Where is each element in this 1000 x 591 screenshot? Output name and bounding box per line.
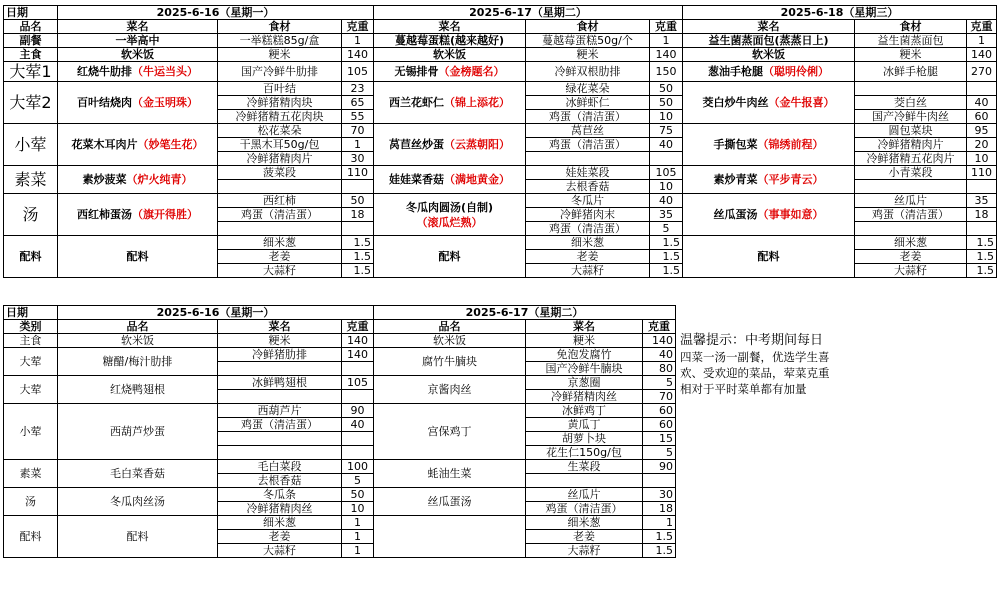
weight	[650, 152, 683, 166]
header-weight: 克重	[342, 320, 374, 334]
dish-name: 无锡排骨	[394, 65, 439, 78]
ingredient: 老姜	[526, 530, 643, 544]
dish-name: 素炒菠菜	[82, 173, 127, 186]
header-caiming: 菜名	[526, 320, 643, 334]
ingredient: 胡萝卜块	[526, 432, 643, 446]
weight	[342, 446, 374, 460]
weight: 110	[967, 166, 997, 180]
weight: 18	[643, 502, 676, 516]
dish-cell	[58, 62, 218, 82]
weight	[967, 82, 997, 96]
dish: 毛白菜香菇	[58, 460, 218, 488]
ingredient: 百叶结	[218, 82, 342, 96]
dish: 糖醋/梅汁肋排	[58, 348, 218, 376]
weight: 30	[643, 488, 676, 502]
dish: 软米饭	[374, 48, 526, 62]
ingredient: 小青菜段	[855, 166, 967, 180]
weight: 140	[342, 334, 374, 348]
ingredient: 粳米	[526, 334, 643, 348]
dish-cell	[374, 62, 526, 82]
dish-cell	[58, 124, 218, 166]
tip-line: 欢、受欢迎的菜品，荤菜克重	[680, 366, 830, 380]
weight: 10	[967, 152, 997, 166]
dish-tag: （平步青云）	[757, 173, 824, 186]
weight: 1	[342, 138, 374, 152]
weight: 23	[342, 82, 374, 96]
ingredient: 老姜	[218, 530, 342, 544]
weight: 30	[342, 152, 374, 166]
header-dish: 菜名	[683, 20, 855, 34]
ingredient: 菠菜段	[218, 166, 342, 180]
weight: 55	[342, 110, 374, 124]
ingredient: 圆包菜块	[855, 124, 967, 138]
weight: 10	[650, 180, 683, 194]
category-soup: 汤	[4, 194, 58, 236]
dish-cell	[374, 124, 526, 166]
weight: 35	[650, 208, 683, 222]
ingredient: 老姜	[526, 250, 650, 264]
dish-name: 红烧牛肋排	[77, 65, 132, 78]
ingredient: 去根香菇	[218, 474, 342, 488]
weight: 40	[967, 96, 997, 110]
ingredient: 冷鲜猪精肉丝	[526, 390, 643, 404]
date-day3: 2025-6-18（星期三）	[683, 6, 997, 20]
weight: 140	[643, 334, 676, 348]
dish-cell	[58, 166, 218, 194]
ingredient: 鸡蛋（清洁蛋）	[526, 110, 650, 124]
dish-cell	[683, 82, 855, 124]
ingredient: 大蒜籽	[218, 544, 342, 558]
weight: 105	[342, 376, 374, 390]
ingredient: 冷鲜猪精肉块	[218, 96, 342, 110]
dish: 京酱肉丝	[374, 376, 526, 404]
dish: 丝瓜蛋汤	[374, 488, 526, 516]
ingredient: 鸡蛋（清洁蛋）	[218, 208, 342, 222]
weight: 1.5	[342, 236, 374, 250]
weight: 50	[650, 96, 683, 110]
tip-line: 四菜一汤一副餐，优选学生喜	[680, 350, 830, 364]
ingredient: 细米葱	[218, 516, 342, 530]
category-small: 小荤	[4, 404, 58, 460]
weight	[342, 180, 374, 194]
ingredient: 益生菌蒸面包	[855, 34, 967, 48]
dish-name: 手撕包菜	[713, 138, 758, 151]
ingredient: 干黑木耳50g/包	[218, 138, 342, 152]
dish-tag: （滚瓜烂熟）	[416, 215, 483, 229]
ingredient: 细米葱	[526, 516, 643, 530]
dish: 一举高中	[58, 34, 218, 48]
ingredient	[218, 362, 342, 376]
dish: 蔓越莓蛋糕(越来越好)	[374, 34, 526, 48]
ingredient: 一举糕糕85g/盒	[218, 34, 342, 48]
dish-tag: （金玉明珠）	[132, 96, 198, 109]
dish: 配料	[58, 516, 218, 558]
weight: 1.5	[967, 264, 997, 278]
dish-tag: （牛运当头）	[132, 65, 198, 78]
ingredient: 细米葱	[218, 236, 342, 250]
dish-cell	[683, 166, 855, 194]
header-dish: 菜名	[58, 20, 218, 34]
weight: 40	[643, 348, 676, 362]
weight: 95	[967, 124, 997, 138]
category-big2: 大荤2	[4, 82, 58, 124]
weight: 270	[967, 62, 997, 82]
ingredient: 冷鲜猪精肉片	[218, 152, 342, 166]
weight	[342, 362, 374, 376]
ingredient: 娃娃菜段	[526, 166, 650, 180]
category-peiliao: 配料	[4, 516, 58, 558]
ingredient	[218, 432, 342, 446]
weight: 1.5	[650, 250, 683, 264]
dish-name: 丝瓜蛋汤	[713, 208, 758, 221]
dish: 软米饭	[374, 334, 526, 348]
ingredient: 去根香菇	[526, 180, 650, 194]
ingredient: 生菜段	[526, 460, 643, 474]
ingredient: 粳米	[218, 334, 342, 348]
dish-tag: （聪明伶俐）	[763, 65, 829, 78]
header-ingredient: 食材	[526, 20, 650, 34]
label-date: 日期	[4, 6, 58, 20]
dish-cell	[683, 124, 855, 166]
ingredient: 莴苣丝	[526, 124, 650, 138]
ingredient: 国产冷鲜牛肉丝	[855, 110, 967, 124]
tip-line: 温馨提示：中考期间每日	[680, 333, 824, 348]
weight: 1	[643, 516, 676, 530]
dish-tag: （妙笔生花）	[137, 138, 204, 151]
dish: 蚝油生菜	[374, 460, 526, 488]
ingredient: 绿花菜朵	[526, 82, 650, 96]
ingredient: 细米葱	[855, 236, 967, 250]
dish-name: 花菜木耳肉片	[71, 138, 138, 151]
weight: 1.5	[650, 264, 683, 278]
weight: 50	[650, 82, 683, 96]
warm-tip	[680, 333, 850, 397]
dish-name: 百叶结烧肉	[77, 96, 132, 109]
header-caiming: 菜名	[218, 320, 342, 334]
weight: 5	[342, 474, 374, 488]
dish-tag: （云蒸朝阳）	[444, 138, 510, 151]
header-weight: 克重	[643, 320, 676, 334]
ingredient: 大蒜籽	[526, 264, 650, 278]
ingredient: 冰鲜鸡丁	[526, 404, 643, 418]
ingredient: 大蒜籽	[855, 264, 967, 278]
weight: 5	[650, 222, 683, 236]
weight: 65	[342, 96, 374, 110]
top-menu-table	[3, 5, 997, 278]
ingredient: 冰鲜虾仁	[526, 96, 650, 110]
date-day1: 2025-6-16（星期一）	[58, 6, 374, 20]
dish-name: 冬瓜肉圆汤(自制)	[405, 200, 494, 214]
ingredient: 冷鲜猪肋排	[218, 348, 342, 362]
ingredient: 黄瓜丁	[526, 418, 643, 432]
dish: 配料	[683, 236, 855, 278]
date-day2: 2025-6-17（星期二）	[374, 306, 676, 320]
bottom-menu-table	[3, 305, 676, 558]
weight: 60	[643, 418, 676, 432]
date-day1: 2025-6-16（星期一）	[58, 306, 374, 320]
dish-tag: （满地黄金）	[444, 173, 510, 186]
ingredient: 丝瓜片	[855, 194, 967, 208]
ingredient	[218, 180, 342, 194]
ingredient	[218, 222, 342, 236]
weight: 18	[967, 208, 997, 222]
category-peiliao: 配料	[4, 236, 58, 278]
ingredient: 鸡蛋（清洁蛋）	[526, 138, 650, 152]
weight: 1	[650, 34, 683, 48]
weight: 60	[967, 110, 997, 124]
ingredient: 鸡蛋（清洁蛋）	[855, 208, 967, 222]
ingredient: 蔓越莓蛋糕50g/个	[526, 34, 650, 48]
category-big1: 大荤	[4, 348, 58, 376]
ingredient: 西葫芦片	[218, 404, 342, 418]
label-category: 类别	[4, 320, 58, 334]
dish-name: 葱油手枪腿	[708, 65, 763, 78]
tip-line: 相对于平时菜单都有加量	[680, 382, 807, 396]
weight	[342, 432, 374, 446]
weight: 1.5	[342, 264, 374, 278]
dish-name: 西兰花虾仁	[389, 96, 444, 109]
ingredient: 松花菜朵	[218, 124, 342, 138]
dish: 软米饭	[683, 48, 855, 62]
dish-cell	[374, 166, 526, 194]
weight: 20	[967, 138, 997, 152]
ingredient: 粳米	[218, 48, 342, 62]
header-ingredient: 食材	[855, 20, 967, 34]
ingredient: 西红柿	[218, 194, 342, 208]
weight: 40	[342, 418, 374, 432]
ingredient: 花生仁150g/包	[526, 446, 643, 460]
ingredient: 冷鲜猪肉末	[526, 208, 650, 222]
weight: 90	[643, 460, 676, 474]
category-big2: 大荤	[4, 376, 58, 404]
weight: 140	[342, 348, 374, 362]
ingredient: 冷鲜猪精五花肉块	[218, 110, 342, 124]
dish-cell	[683, 194, 855, 236]
weight: 100	[342, 460, 374, 474]
ingredient: 冷鲜猪精肉丝	[218, 502, 342, 516]
dish-name: 莴苣丝炒蛋	[389, 138, 444, 151]
weight: 105	[650, 166, 683, 180]
header-dish: 菜名	[374, 20, 526, 34]
weight: 1	[342, 516, 374, 530]
weight: 1	[967, 34, 997, 48]
weight: 15	[643, 432, 676, 446]
ingredient	[218, 446, 342, 460]
category-veg: 素菜	[4, 460, 58, 488]
category-fucan: 副餐	[4, 34, 58, 48]
dish: 腐竹牛腩块	[374, 348, 526, 376]
dish: 宫保鸡丁	[374, 404, 526, 460]
ingredient: 粳米	[855, 48, 967, 62]
weight: 1.5	[643, 544, 676, 558]
dish-tag: （旗开得胜）	[132, 208, 198, 221]
dish-cell	[58, 82, 218, 124]
weight: 1.5	[967, 250, 997, 264]
ingredient: 冷鲜猪精肉片	[855, 138, 967, 152]
ingredient: 茭白丝	[855, 96, 967, 110]
dish-name: 西红柿蛋汤	[77, 208, 132, 221]
ingredient: 冬瓜条	[218, 488, 342, 502]
ingredient: 鸡蛋（清洁蛋）	[526, 502, 643, 516]
ingredient: 老姜	[218, 250, 342, 264]
weight: 140	[342, 48, 374, 62]
dish: 西葫芦炒蛋	[58, 404, 218, 460]
ingredient: 毛白菜段	[218, 460, 342, 474]
ingredient: 大蒜籽	[526, 544, 643, 558]
dish-tag: （锦上添花）	[444, 96, 510, 109]
ingredient: 冬瓜片	[526, 194, 650, 208]
dish-cell	[374, 82, 526, 124]
weight: 18	[342, 208, 374, 222]
weight: 5	[643, 446, 676, 460]
label-date: 日期	[4, 306, 58, 320]
header-weight: 克重	[650, 20, 683, 34]
ingredient	[526, 152, 650, 166]
category-veg: 素菜	[4, 166, 58, 194]
weight: 40	[650, 194, 683, 208]
dish-cell	[58, 194, 218, 236]
weight: 60	[643, 404, 676, 418]
ingredient: 冷鲜猪精五花肉片	[855, 152, 967, 166]
category-small: 小荤	[4, 124, 58, 166]
weight: 1.5	[342, 250, 374, 264]
weight: 70	[342, 124, 374, 138]
ingredient: 粳米	[526, 48, 650, 62]
ingredient: 京葱圈	[526, 376, 643, 390]
ingredient	[855, 82, 967, 96]
ingredient: 老姜	[855, 250, 967, 264]
dish-tag: （事事如意）	[757, 208, 824, 221]
category-zhushi: 主食	[4, 334, 58, 348]
weight: 140	[650, 48, 683, 62]
header-weight: 克重	[342, 20, 374, 34]
weight: 1	[342, 544, 374, 558]
weight	[643, 474, 676, 488]
weight: 10	[650, 110, 683, 124]
dish: 软米饭	[58, 48, 218, 62]
dish: 红烧鸭翅根	[58, 376, 218, 404]
ingredient: 细米葱	[526, 236, 650, 250]
date-day2: 2025-6-17（星期二）	[374, 6, 683, 20]
weight: 5	[643, 376, 676, 390]
weight: 105	[342, 62, 374, 82]
weight: 90	[342, 404, 374, 418]
weight	[967, 222, 997, 236]
weight: 70	[643, 390, 676, 404]
weight: 1	[342, 34, 374, 48]
weight: 1.5	[650, 236, 683, 250]
ingredient: 鸡蛋（清洁蛋）	[526, 222, 650, 236]
weight: 75	[650, 124, 683, 138]
header-weight: 克重	[967, 20, 997, 34]
weight: 1	[342, 530, 374, 544]
category-soup: 汤	[4, 488, 58, 516]
weight: 1.5	[643, 530, 676, 544]
weight: 35	[967, 194, 997, 208]
weight: 80	[643, 362, 676, 376]
header-ingredient: 食材	[218, 20, 342, 34]
weight: 40	[650, 138, 683, 152]
dish-tag: （炉火纯青）	[126, 173, 193, 186]
dish-cell	[374, 194, 526, 236]
dish: 软米饭	[58, 334, 218, 348]
ingredient: 鸡蛋（清洁蛋）	[218, 418, 342, 432]
ingredient: 冰鲜鸭翅根	[218, 376, 342, 390]
ingredient: 大蒜籽	[218, 264, 342, 278]
weight	[342, 390, 374, 404]
ingredient: 丝瓜片	[526, 488, 643, 502]
ingredient	[855, 222, 967, 236]
dish-name: 素炒青菜	[713, 173, 758, 186]
ingredient	[855, 180, 967, 194]
weight	[967, 180, 997, 194]
dish: 冬瓜肉丝汤	[58, 488, 218, 516]
dish: 配料	[374, 236, 526, 278]
weight: 110	[342, 166, 374, 180]
weight: 140	[967, 48, 997, 62]
weight: 10	[342, 502, 374, 516]
ingredient	[218, 390, 342, 404]
ingredient: 冰鲜手枪腿	[855, 62, 967, 82]
dish-name: 娃娃菜香菇	[389, 173, 444, 186]
dish-tag: （金牛报喜）	[768, 96, 835, 109]
dish	[374, 516, 526, 558]
dish: 配料	[58, 236, 218, 278]
weight: 150	[650, 62, 683, 82]
weight	[342, 222, 374, 236]
ingredient: 国产冷鲜牛腩块	[526, 362, 643, 376]
dish-name: 茭白炒牛肉丝	[702, 96, 769, 109]
ingredient: 冷鲜双根肋排	[526, 62, 650, 82]
weight: 50	[342, 488, 374, 502]
label-pinming: 品名	[4, 20, 58, 34]
category-zhushi: 主食	[4, 48, 58, 62]
ingredient: 免泡发腐竹	[526, 348, 643, 362]
header-pinming: 品名	[374, 320, 526, 334]
dish: 益生菌蒸面包(蒸蒸日上)	[683, 34, 855, 48]
dish-cell	[683, 62, 855, 82]
weight: 1.5	[967, 236, 997, 250]
category-big1: 大荤1	[4, 62, 58, 82]
ingredient: 国产冷鲜牛肋排	[218, 62, 342, 82]
ingredient	[526, 474, 643, 488]
dish-tag: （金榜题名）	[438, 65, 505, 78]
dish-tag: （锦绣前程）	[757, 138, 824, 151]
header-pinming: 品名	[58, 320, 218, 334]
weight: 50	[342, 194, 374, 208]
